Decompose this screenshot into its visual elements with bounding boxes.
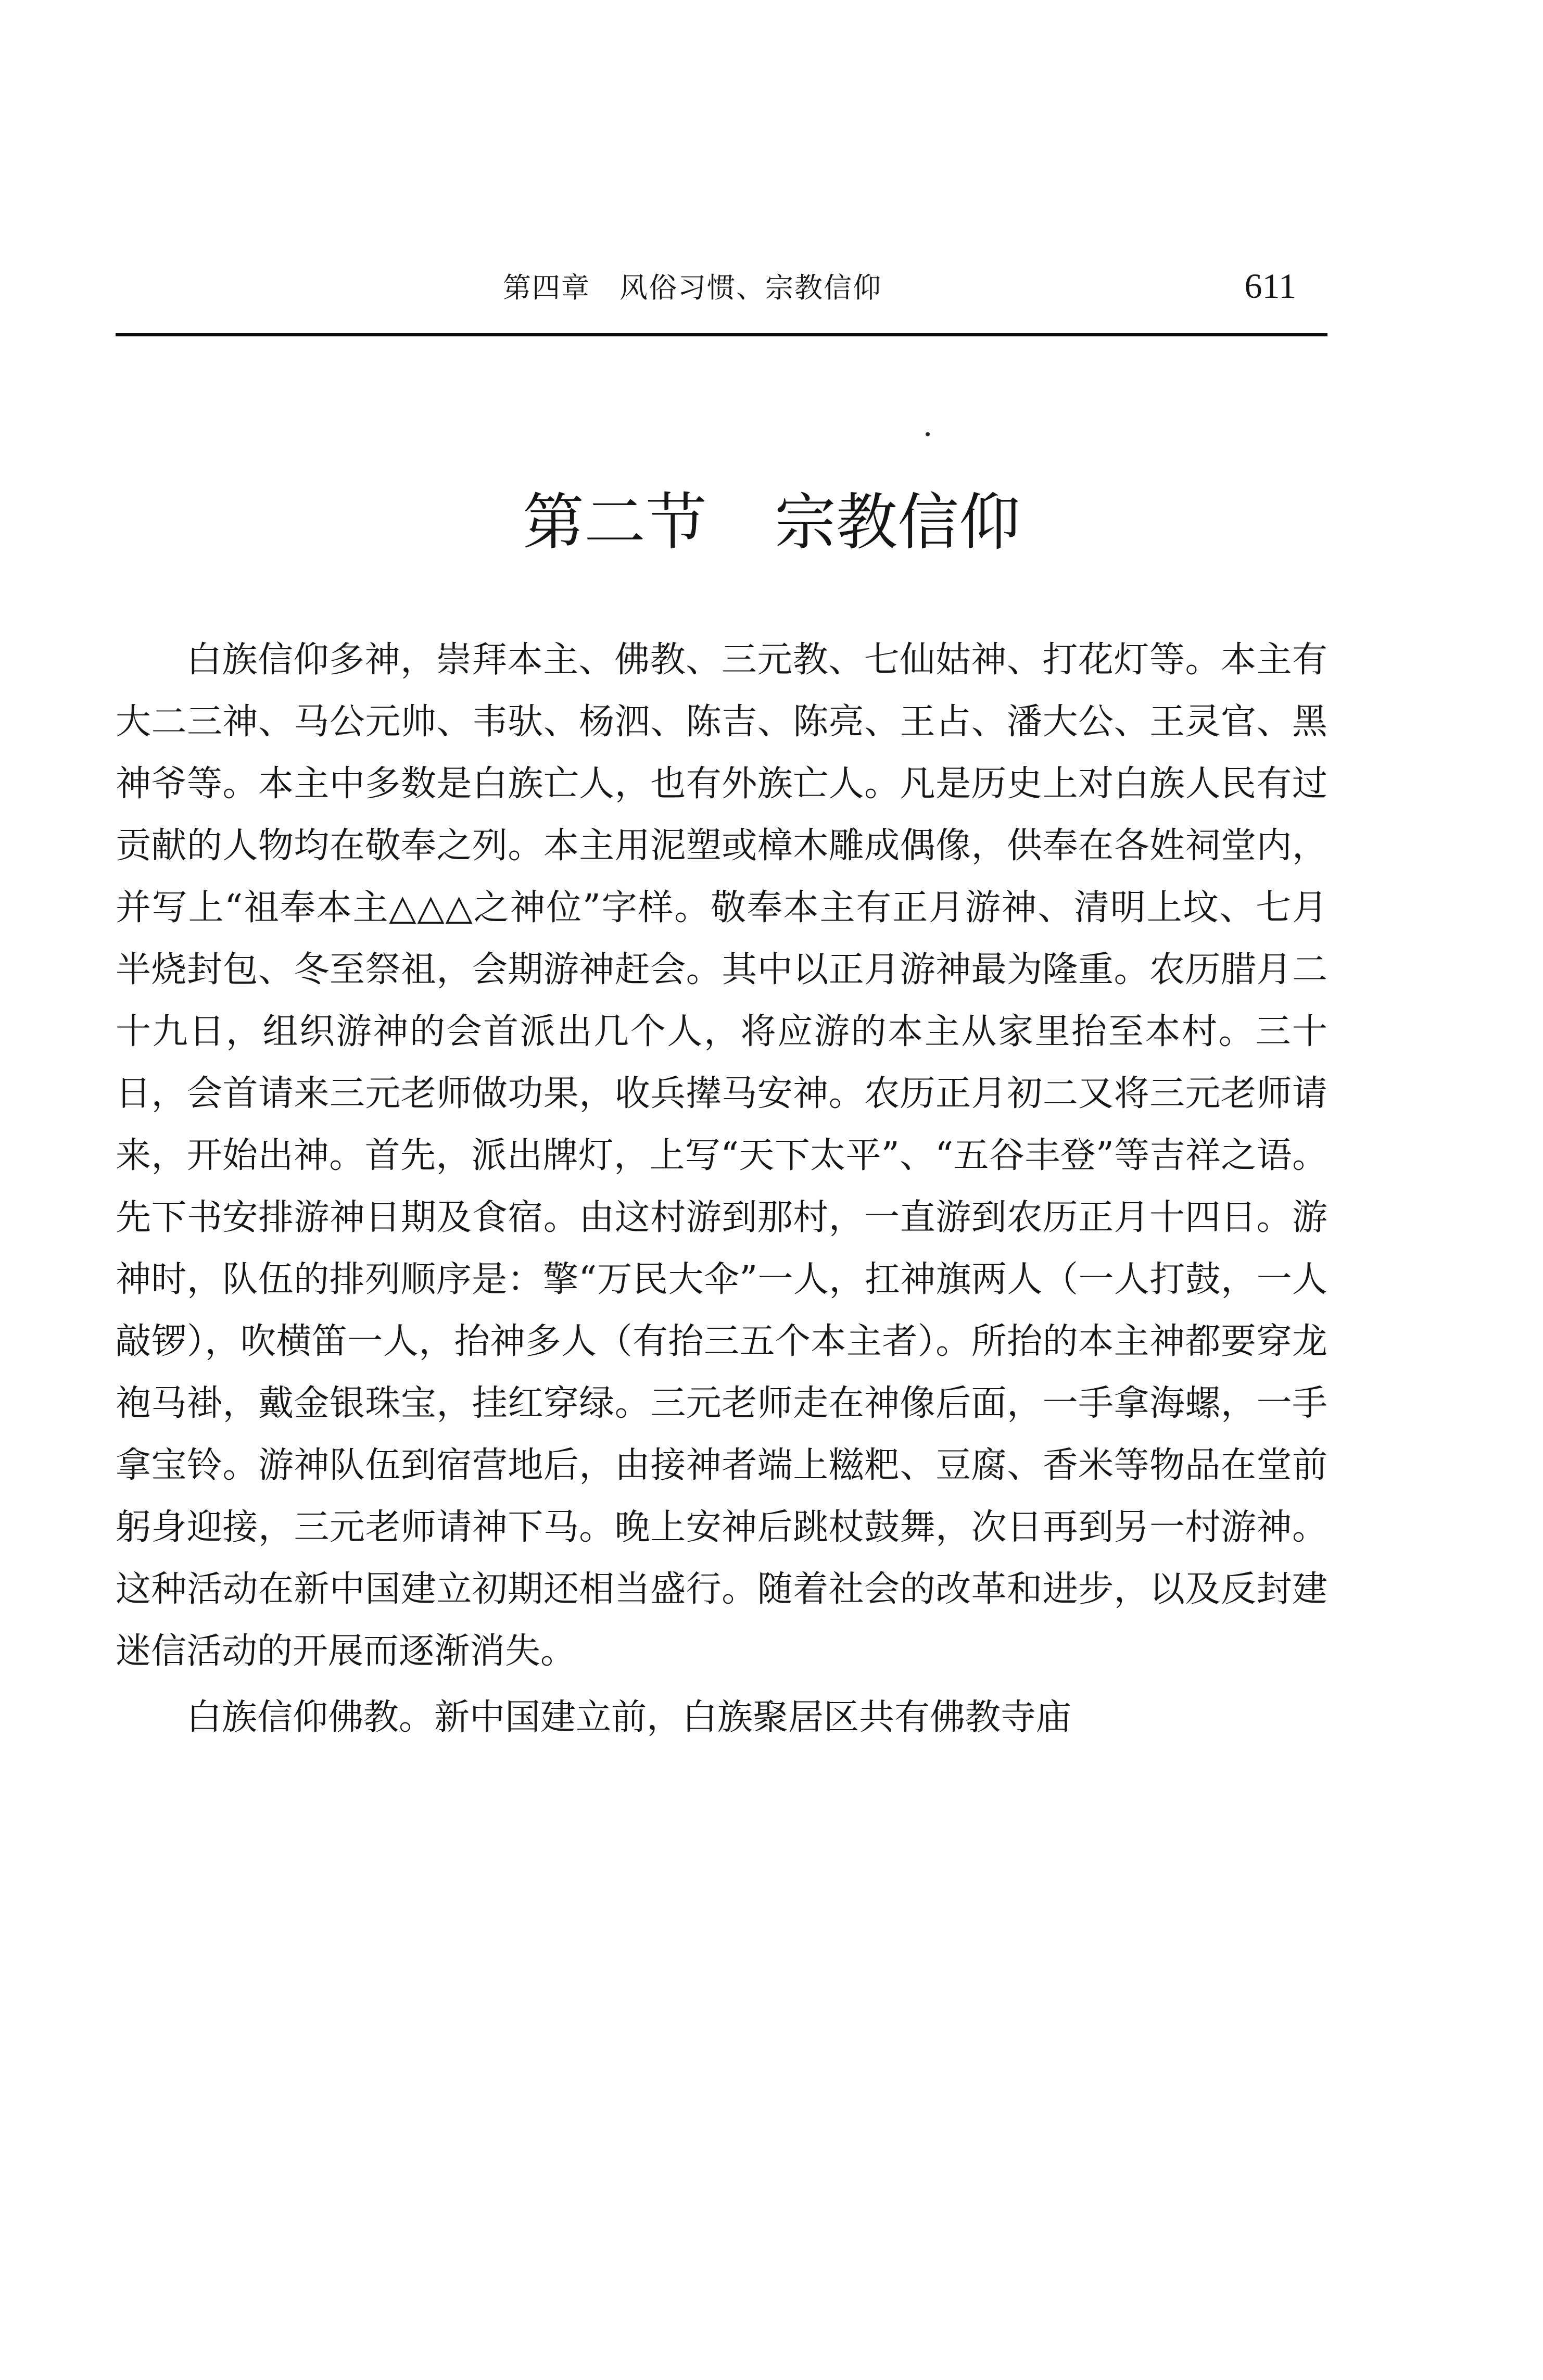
paragraph: 白族信仰多神，崇拜本主、佛教、三元教、七仙姑神、打花灯等。本主有大二三神、马公元帅、韦驮、杨泗、陈吉、陈亮、王占、潘大公、王灵官、黑神爷等。本主中多数是白族亡人，也有外族亡人。凡是历史上对白族人民有过贡献的人物均在敬奉之列。本主用泥塑或樟木雕成偶像，供奉在各姓祠堂内，并写上“祖奉本主△△△之神位”字样。敬奉本主有正月游神、清明上坟、七月半烧封包、冬至祭祖，会期游神赶会。其中以正月游神最为隆重。农历腊月二十九日，组织游神的会首派出几个人，将应游的本主从家里抬至本村。三十日，会首请来三元老师做功果，收兵撵马安神。农历正月初二又将三元老师请来，开始出神。首先，派出牌灯，上写“天下太平”、“五谷丰登”等吉祥之语。先下书安排游神日期及食宿。由这村游到那村，一直游到农历正月十四日。游神时，队伍的排列顺序是：擎“万民大伞”一人，扛神旗两人（一人打鼓，一人敲锣），吹横笛一人，抬神多人（有抬三五个本主者）。所抬的本主神都要穿龙袍马褂，戴金银珠宝，挂红穿绿。三元老师走在神像后面，一手拿海螺，一手拿宝铃。游神队伍到宿营地后，由接神者端上糍粑、豆腐、香米等物品在堂前躬身迎接，三元老师请神下马。晚上安神后跳杖鼓舞，次日再到另一村游神。这种活动在新中国建立初期还相当盛行。随着社会的改革和进步，以及反封建迷信活动的开展而逐渐消失。 bbox=[116, 639, 1327, 1672]
body-text bbox=[116, 629, 1327, 1748]
running-header bbox=[116, 265, 1327, 311]
chapter-running-title: 第四章 风俗习惯、宗教信仰 bbox=[503, 271, 882, 304]
paragraph: 白族信仰佛教。新中国建立前，白族聚居区共有佛教寺庙 bbox=[186, 1697, 1072, 1738]
page-number: 611 bbox=[1244, 266, 1296, 306]
scan-speck bbox=[926, 432, 930, 436]
section-title: 宗教信仰 bbox=[775, 486, 1021, 558]
section-number: 第二节 bbox=[522, 486, 707, 558]
section-heading bbox=[0, 483, 1543, 561]
header-rule bbox=[116, 333, 1327, 336]
